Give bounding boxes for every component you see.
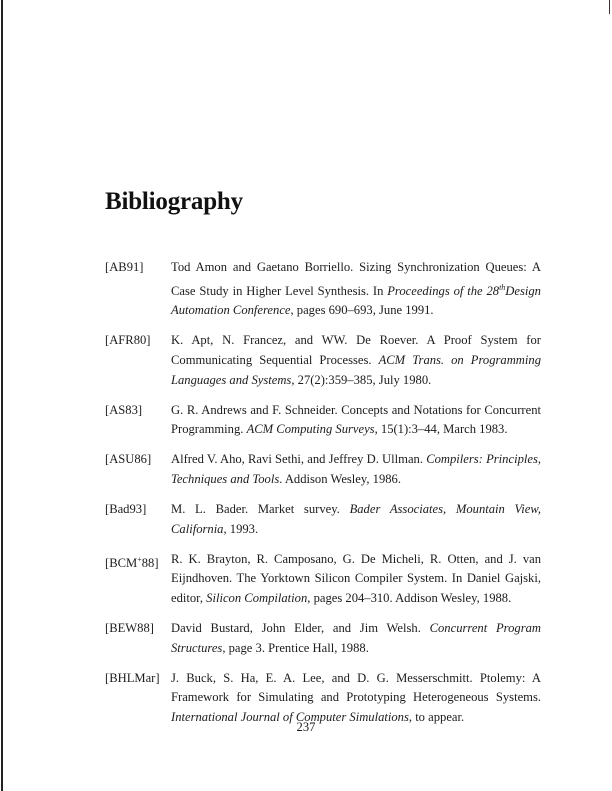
citation-key: [BCM+88] <box>105 554 159 570</box>
citation-text: K. Apt, N. Francez, and WW. De Roever. A Proof System for Communicating Sequential Processes. ACM Trans. on Programming Languages and Systems, 27(2):359–385, July 1980. <box>171 333 541 387</box>
bib-entry-bcm88 <box>105 550 541 609</box>
citation-key: [ASU86] <box>105 452 152 467</box>
citation-text: M. L. Bader. Market survey. Bader Associates, Mountain View, California, 1993. <box>171 502 541 536</box>
citation-key: [BEW88] <box>105 621 154 636</box>
bib-entry-afr80 <box>105 331 541 390</box>
page-title: Bibliography <box>105 188 243 215</box>
page-edge-rule <box>1 0 3 791</box>
citation-text: J. Buck, S. Ha, E. A. Lee, and D. G. Messerschmitt. Ptolemy: A Framework for Simulating and Prototyping Heterogeneous Systems. International Journal of Computer Simulations, to appear. <box>171 670 541 724</box>
bib-entry-asu86 <box>105 450 541 489</box>
corner-mark <box>609 0 610 14</box>
citation-key: [AFR80] <box>105 333 151 348</box>
citation-text: R. K. Brayton, R. Camposano, G. De Micheli, R. Otten, and J. van Eijndhoven. The Yorktown Silicon Compiler System. In Daniel Gajski, editor, Silicon Compilation, pages 204–310. Addison Wesley, 1988. <box>171 551 541 605</box>
bib-entry-bhlmar <box>105 669 541 728</box>
citation-key: [Bad93] <box>105 502 147 517</box>
citation-key: [AB91] <box>105 260 144 274</box>
citation-key: [AS83] <box>105 402 143 417</box>
citation-text: G. R. Andrews and F. Schneider. Concepts and Notations for Concurrent Programming. ACM Computing Surveys, 15(1):3–44, March 1983. <box>171 402 541 437</box>
bibliography-list <box>105 258 541 738</box>
citation-key: [BHLMar] <box>105 670 160 685</box>
citation-text: Tod Amon and Gaetano Borriello. Sizing Synchronization Queues: A Case Study in Higher Level Synthesis. In Proceedings of the 28thDesign Automation Conference, pages 690–693, June 1991. <box>171 260 541 318</box>
citation-text: Alfred V. Aho, Ravi Sethi, and Jeffrey D. Ullman. Compilers: Principles, Techniques and Tools. Addison Wesley, 1986. <box>171 452 541 487</box>
bib-entry-ab91 <box>105 258 541 321</box>
bib-entry-bad93 <box>105 500 541 539</box>
bib-entry-as83 <box>105 401 541 440</box>
citation-text: David Bustard, John Elder, and Jim Welsh. Concurrent Program Structures, page 3. Prentice Hall, 1988. <box>171 621 541 655</box>
page-number: 237 <box>296 720 316 734</box>
bib-entry-bew88 <box>105 619 541 658</box>
